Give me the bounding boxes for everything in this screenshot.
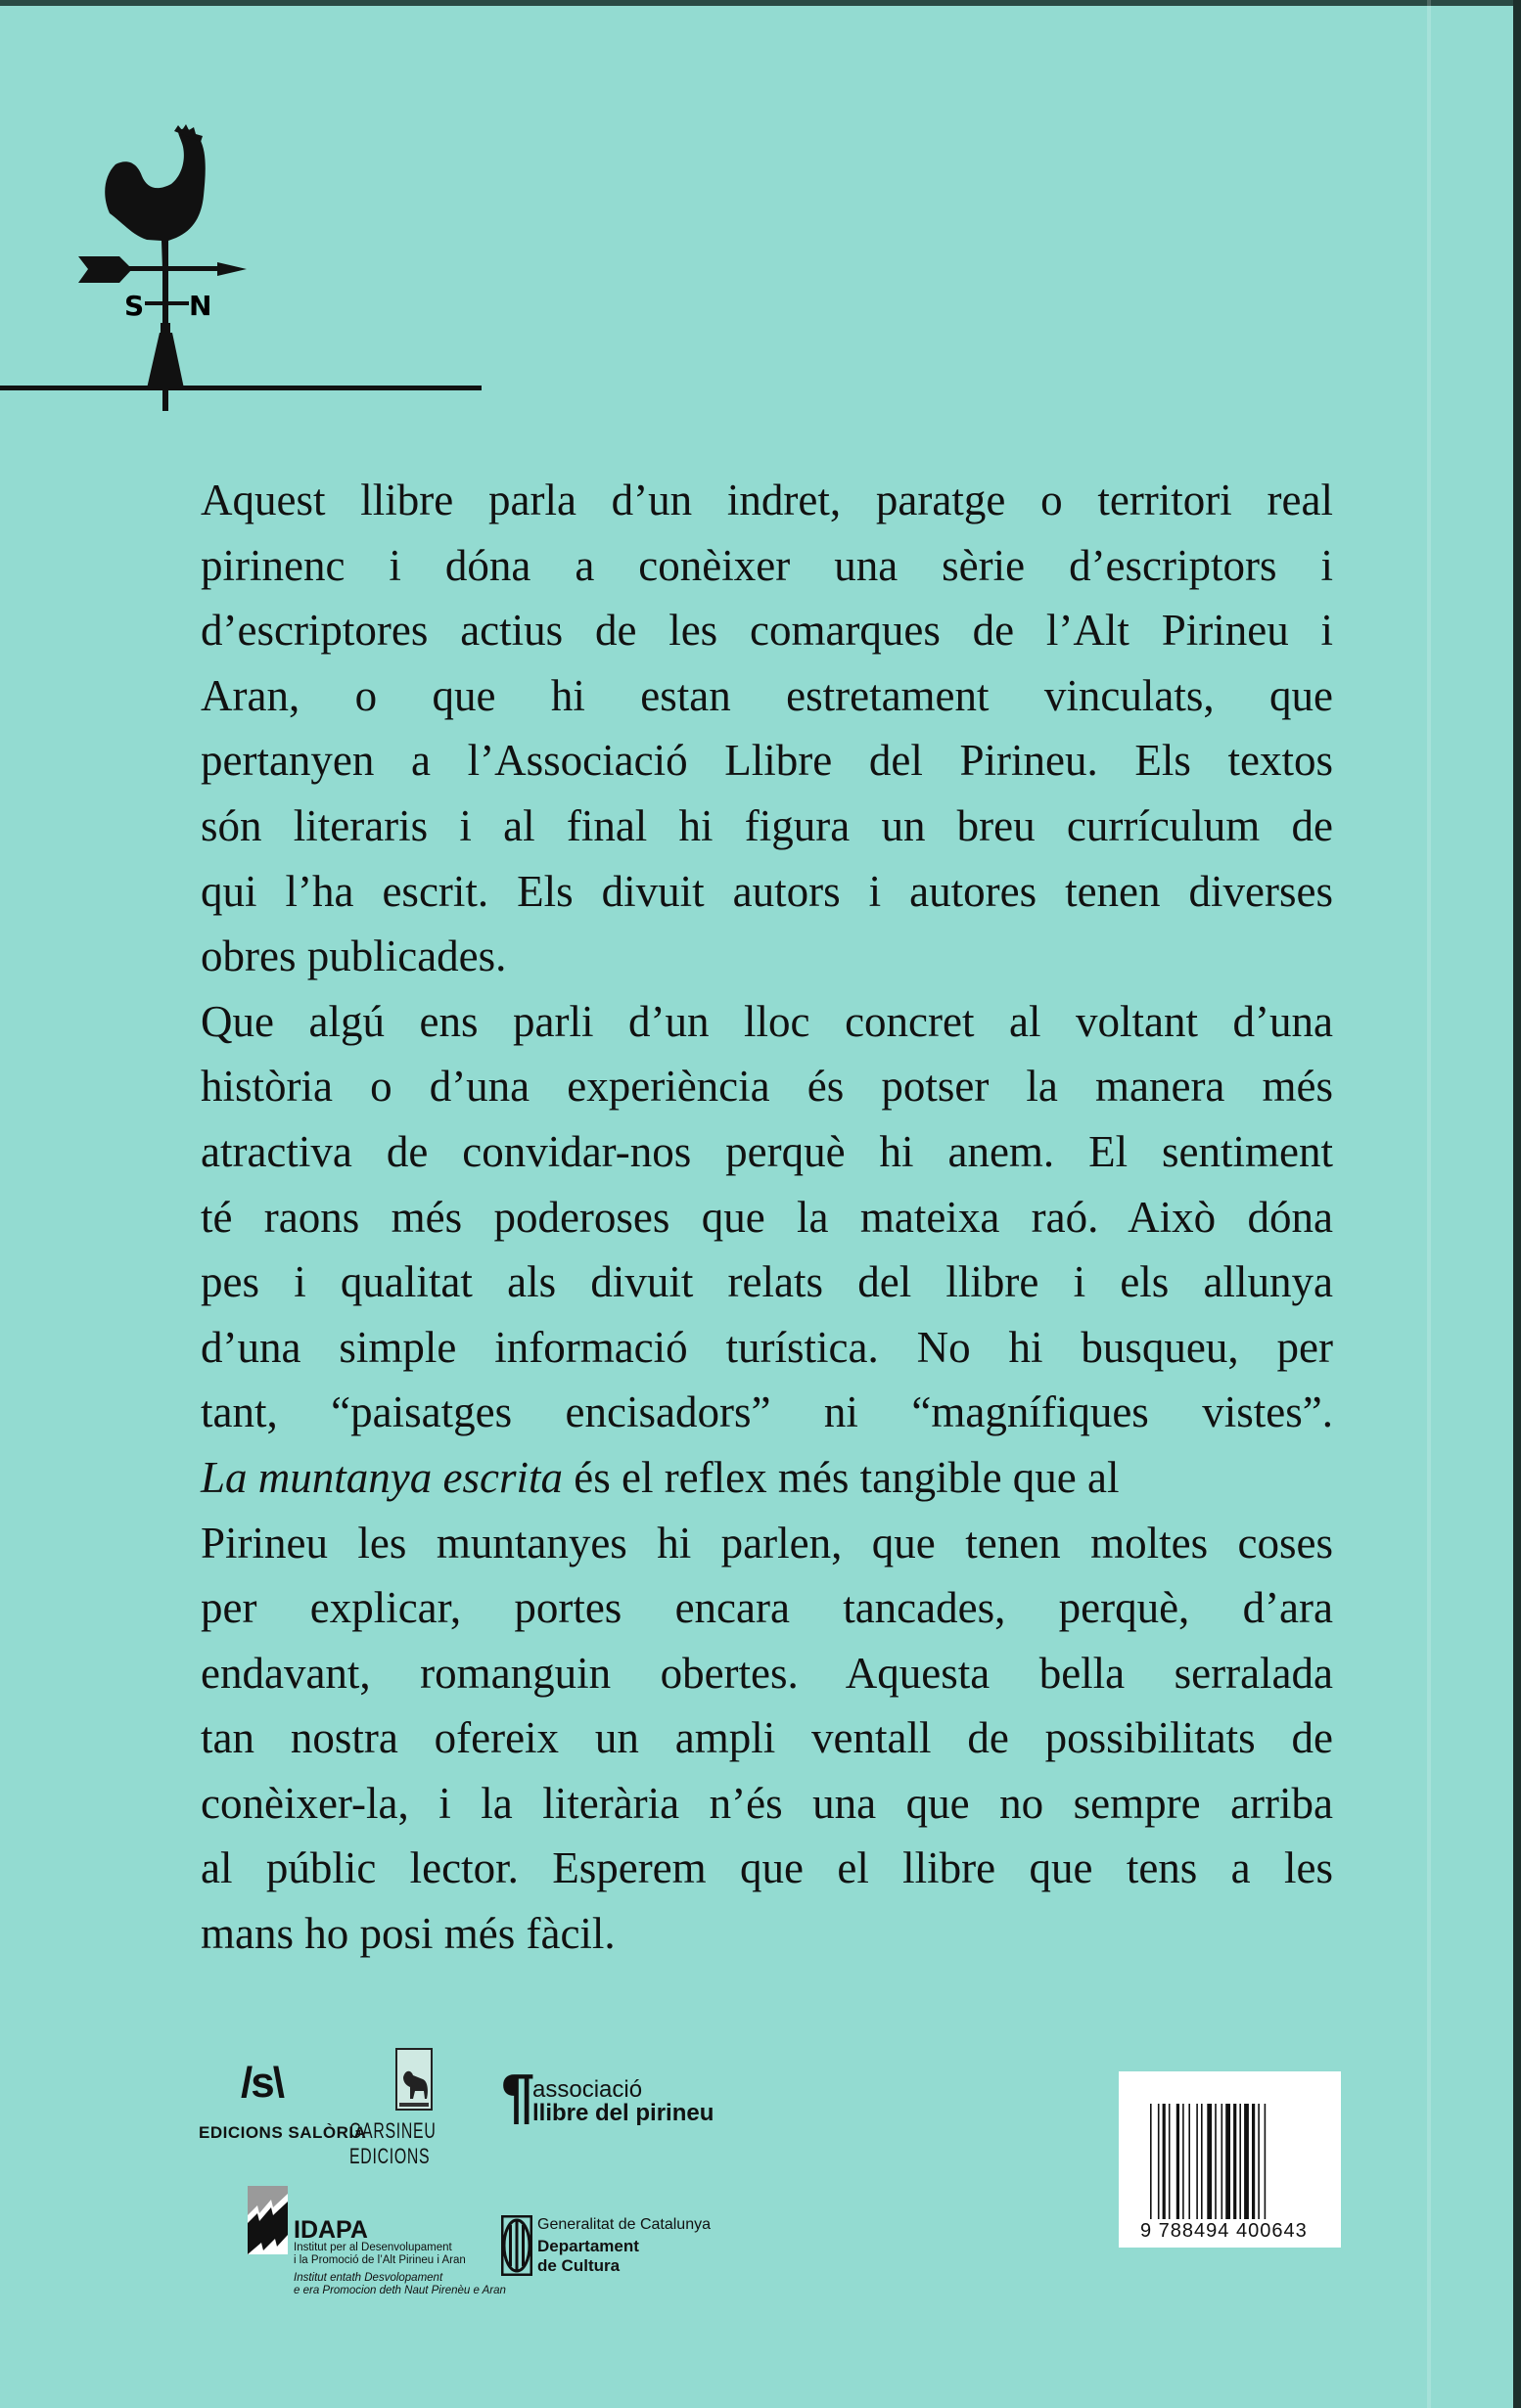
- generalitat-emblem-icon: [501, 2215, 532, 2276]
- spine-fold: [1427, 0, 1431, 2408]
- idapa-aranese-line1: Institut entath Desvolopament: [294, 2272, 443, 2284]
- barcode-bar: [1169, 2104, 1171, 2219]
- text-line: història o d’una experiència és potser la manera més: [201, 1062, 1333, 1112]
- barcode-bar: [1188, 2104, 1190, 2219]
- barcode-bar: [1225, 2104, 1230, 2219]
- idapa-catalan-line2: i la Promoció de l’Alt Pirineu i Aran: [294, 2254, 466, 2266]
- barcode-bar: [1252, 2104, 1255, 2219]
- weathervane-rooster-icon: [0, 98, 529, 411]
- text-line: té raons més poderoses que la mateixa raó. Això dóna: [201, 1192, 1333, 1242]
- back-cover-description: [201, 468, 1333, 1967]
- generalitat-line2: Departament: [537, 2237, 639, 2255]
- text-line: endavant, romanguin obertes. Aquesta bella serralada: [201, 1648, 1333, 1698]
- paragraph-1: [201, 468, 1333, 989]
- barcode-bar: [1233, 2104, 1236, 2219]
- text-line: per explicar, portes encara tancades, perquè, d’ara: [201, 1583, 1333, 1633]
- text-line: pes i qualitat als divuit relats del llibre i els allunya: [201, 1257, 1333, 1307]
- associacio-line2: llibre del pirineu: [532, 2100, 714, 2126]
- text-line: Que algú ens parli d’un lloc concret al voltant d’una: [201, 996, 1333, 1046]
- barcode-bar: [1215, 2104, 1217, 2219]
- text-line: qui l’ha escrit. Els divuit autors i autores tenen diverses: [201, 866, 1333, 916]
- pilcrow-logo-icon: ¶: [501, 2063, 535, 2130]
- text-line: [201, 1445, 1333, 1511]
- paragraph-2: [201, 989, 1333, 1445]
- vane-south-label: S: [124, 290, 145, 322]
- text-line: mans ho posi més fàcil.: [201, 1909, 616, 1959]
- cover-right-edge: [1513, 0, 1521, 2408]
- isbn-digits: 9 788494 400643: [1140, 2220, 1308, 2242]
- text-line: pertanyen a l’Associació Llibre del Pirineu. Els textos: [201, 736, 1333, 786]
- barcode-bar: [1150, 2104, 1152, 2219]
- barcode-bar: [1239, 2104, 1241, 2219]
- paragraph-3: [201, 1445, 1333, 1967]
- barcode-bar: [1163, 2104, 1166, 2219]
- garsineu-horse-icon: [395, 2048, 433, 2111]
- barcode-bar: [1207, 2104, 1212, 2219]
- vane-north-label: N: [189, 290, 212, 322]
- saloria-logo-name: EDICIONS SALÒRIA: [199, 2123, 367, 2142]
- idapa-aranese-line2: e era Promocion deth Naut Pirenèu e Aran: [294, 2285, 506, 2296]
- barcode-bar: [1182, 2104, 1184, 2219]
- barcode-bar: [1265, 2104, 1267, 2219]
- idapa-mountain-icon: [248, 2186, 288, 2254]
- text-line: Pirineu les muntanyes hi parlen, que tenen moltes coses: [201, 1518, 1333, 1567]
- text-line: atractiva de convidar-nos perquè hi anem. El sentiment: [201, 1126, 1333, 1176]
- idapa-name: IDAPA: [294, 2216, 368, 2244]
- text-line: tant, “paisatges encisadors” ni “magnífiques vistes”.: [201, 1387, 1333, 1437]
- garsineu-logo-name: GARSINEU EDICIONS: [349, 2118, 437, 2168]
- text-line: obres publicades.: [201, 931, 507, 981]
- text-line: conèixer-la, i la literària n’és una que no sempre arriba: [201, 1778, 1333, 1828]
- barcode-bar: [1258, 2104, 1260, 2219]
- saloria-logo-mark: /s\: [241, 2059, 283, 2107]
- book-title: La muntanya escrita: [201, 1452, 563, 1502]
- barcode-bar: [1176, 2104, 1179, 2219]
- text-line: tan nostra ofereix un ampli ventall de possibilitats de: [201, 1713, 1333, 1763]
- barcode-bar: [1201, 2104, 1203, 2219]
- text-line: són literaris i al final hi figura un breu currículum de: [201, 800, 1333, 850]
- barcode-bar: [1221, 2104, 1223, 2219]
- text-line-rest: és el reflex més tangible que al: [562, 1452, 1120, 1502]
- text-line: Aran, o que hi estan estretament vinculats, que: [201, 670, 1333, 720]
- isbn-barcode: [1119, 2071, 1341, 2248]
- text-line: pirinenc i dóna a conèixer una sèrie d’escriptors i: [201, 540, 1333, 590]
- barcode-bar: [1244, 2104, 1249, 2219]
- associacio-line1: associació: [532, 2076, 643, 2103]
- generalitat-line3: de Cultura: [537, 2256, 621, 2275]
- text-line: d’una simple informació turística. No hi busqueu, per: [201, 1322, 1333, 1372]
- barcode-bar: [1158, 2104, 1160, 2219]
- text-line: Aquest llibre parla d’un indret, paratge o territori real: [201, 476, 1333, 524]
- barcode-bar: [1196, 2104, 1198, 2219]
- text-line: d’escriptores actius de les comarques de l’Alt Pirineu i: [201, 606, 1333, 656]
- text-line: al públic lector. Esperem que el llibre que tens a les: [201, 1843, 1333, 1893]
- idapa-catalan-line1: Institut per al Desenvolupament: [294, 2242, 452, 2253]
- generalitat-line1: Generalitat de Catalunya: [537, 2216, 711, 2233]
- cover-top-edge: [0, 0, 1521, 6]
